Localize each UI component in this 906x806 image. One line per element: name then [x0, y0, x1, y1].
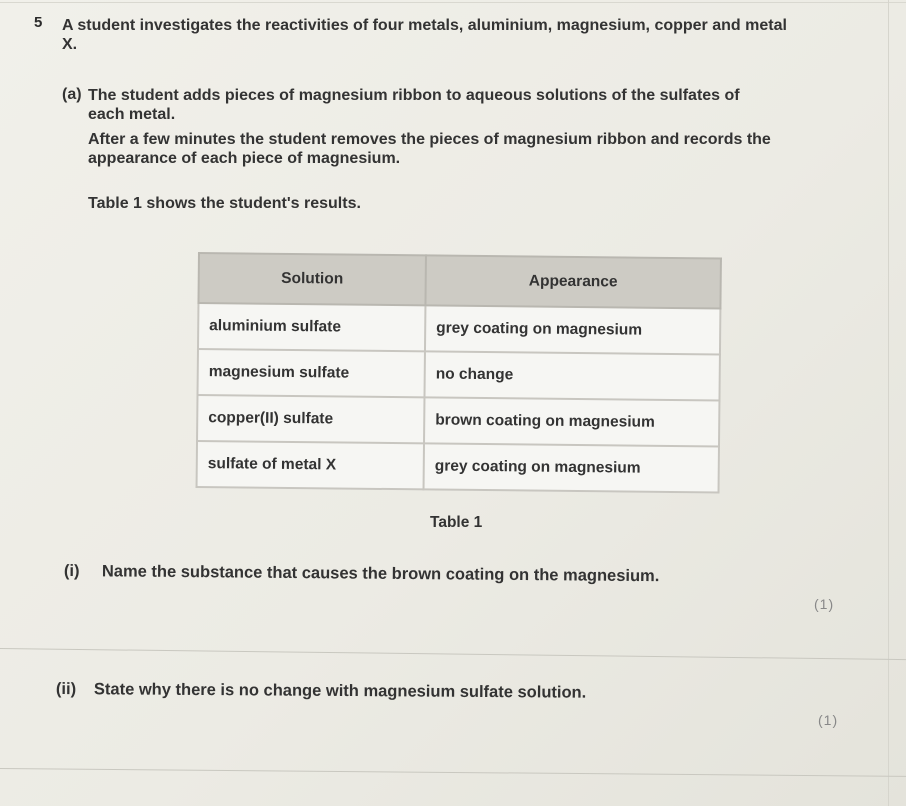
subquestion-i — [64, 562, 660, 586]
subquestion-i-marks: (1) — [814, 596, 835, 612]
subquestion-i-text: Name the substance that causes the brown coating on the magnesium. — [101, 562, 660, 586]
header-solution: Solution — [198, 253, 426, 305]
table-cell-appearance: no change — [424, 351, 719, 400]
part-a-label: (a) — [62, 86, 82, 103]
table-row — [197, 395, 719, 446]
table-cell-appearance: grey coating on magnesium — [424, 443, 719, 492]
table-row — [197, 441, 719, 492]
table-caption: Table 1 — [430, 514, 483, 531]
table-cell-appearance: brown coating on magnesium — [424, 397, 719, 446]
answer-line-ii[interactable] — [0, 768, 906, 777]
page-border-top — [0, 2, 906, 3]
page-border-right — [888, 0, 889, 806]
part-a-paragraph-2: After a few minutes the student removes the pieces of magnesium ribbon and records the appearance of each piece of magnesium. — [88, 131, 771, 167]
table-cell-solution: sulfate of metal X — [197, 441, 424, 489]
subquestion-ii-text: State why there is no change with magnesium sulfate solution. — [93, 680, 587, 702]
table-cell-solution: aluminium sulfate — [198, 303, 425, 351]
answer-line-i[interactable] — [0, 648, 906, 660]
question-number: 5 — [34, 14, 43, 31]
table-row — [198, 349, 720, 400]
table-cell-solution: copper(II) sulfate — [197, 395, 424, 443]
table-row — [198, 303, 720, 354]
table-header-row — [198, 253, 720, 308]
table-cell-solution: magnesium sulfate — [198, 349, 425, 397]
results-table — [196, 252, 722, 493]
subquestion-ii-label: (ii) — [55, 680, 77, 699]
subquestion-ii — [56, 680, 586, 703]
subquestion-ii-marks: (1) — [818, 712, 839, 728]
subquestion-i-label: (i) — [63, 562, 80, 581]
part-a-paragraph-3: Table 1 shows the student's results. — [88, 195, 361, 212]
question-stem: A student investigates the reactivities of four metals, aluminium, magnesium, copper and metal X. — [62, 17, 787, 53]
header-appearance: Appearance — [425, 255, 721, 308]
table-cell-appearance: grey coating on magnesium — [425, 305, 720, 354]
part-a-paragraph-1: The student adds pieces of magnesium ribbon to aqueous solutions of the sulfates of each metal. — [88, 87, 740, 123]
